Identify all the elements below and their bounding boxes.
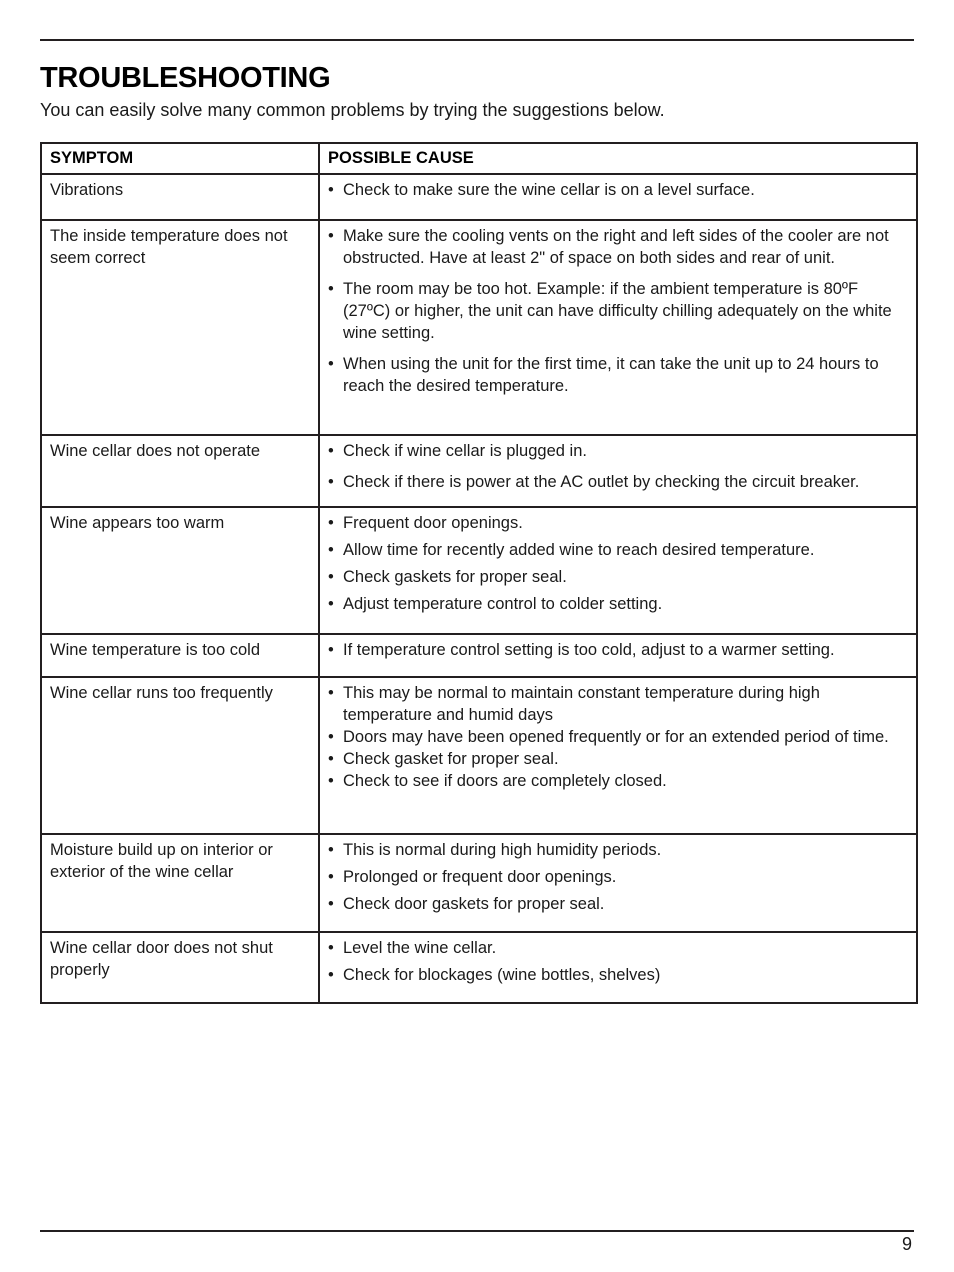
- symptom-cell: [41, 932, 319, 1003]
- page-title: TROUBLESHOOTING: [40, 62, 331, 94]
- cause-cell: [319, 677, 917, 834]
- column-header-possible-cause: POSSIBLE CAUSE: [319, 143, 917, 174]
- cause-cell: [319, 435, 917, 507]
- table-row: [41, 932, 917, 1003]
- symptom-cell: [41, 634, 319, 677]
- cause-cell: [319, 634, 917, 677]
- cause-cell: [319, 932, 917, 1003]
- symptom-text: Wine cellar runs too frequently: [50, 684, 273, 702]
- symptom-cell: [41, 507, 319, 634]
- cause-list: [328, 937, 908, 986]
- symptom-text: Wine appears too warm: [50, 514, 225, 532]
- cause-item: • Check door gaskets for proper seal.: [328, 893, 908, 915]
- cause-item: • Check gasket for proper seal.: [328, 748, 908, 770]
- table-row: [41, 220, 917, 435]
- cause-list: [328, 179, 908, 201]
- cause-cell: [319, 507, 917, 634]
- table-row: [41, 834, 917, 932]
- symptom-cell: [41, 220, 319, 435]
- symptom-text: Wine cellar door does not shut properly: [50, 939, 273, 979]
- cause-item: • This is normal during high humidity periods.: [328, 839, 908, 861]
- symptom-text: Moisture build up on interior or exterior of the wine cellar: [50, 841, 273, 881]
- table-row: [41, 634, 917, 677]
- symptom-cell: [41, 174, 319, 220]
- cause-list: [328, 639, 908, 661]
- cause-item: • The room may be too hot. Example: if the ambient temperature is 80ºF (27ºC) or higher, the unit can have difficulty chilling adequately on the white wine setting.: [328, 278, 908, 344]
- table-row: [41, 435, 917, 507]
- column-header-symptom: SYMPTOM: [41, 143, 319, 174]
- cause-item: • Doors may have been opened frequently or for an extended period of time.: [328, 726, 908, 748]
- cause-item: • Check if there is power at the AC outlet by checking the circuit breaker.: [328, 471, 908, 493]
- cause-list: [328, 682, 908, 792]
- troubleshooting-table: [40, 142, 918, 1004]
- cause-item: • This may be normal to maintain constant temperature during high temperature and humid days: [328, 682, 908, 726]
- page-number: 9: [901, 1234, 912, 1254]
- cause-cell: [319, 174, 917, 220]
- top-divider: [40, 39, 914, 41]
- bottom-divider: [40, 1230, 914, 1232]
- table-header-row: [41, 143, 917, 174]
- cause-item: • When using the unit for the first time, it can take the unit up to 24 hours to reach the desired temperature.: [328, 353, 908, 397]
- table-row: [41, 174, 917, 220]
- cause-cell: [319, 220, 917, 435]
- cause-item: • Check to make sure the wine cellar is on a level surface.: [328, 179, 908, 201]
- cause-cell: [319, 834, 917, 932]
- cause-item: • Make sure the cooling vents on the right and left sides of the cooler are not obstructed. Have at least 2" of space on both sides and rear of unit.: [328, 225, 908, 269]
- cause-list: [328, 440, 908, 493]
- cause-list: [328, 839, 908, 915]
- cause-item: • Check to see if doors are completely closed.: [328, 770, 908, 792]
- symptom-cell: [41, 677, 319, 834]
- cause-item: • Adjust temperature control to colder setting.: [328, 593, 908, 615]
- table-row: [41, 677, 917, 834]
- cause-list: [328, 225, 908, 397]
- symptom-text: Wine cellar does not operate: [50, 442, 261, 460]
- intro-text: You can easily solve many common problems by trying the suggestions below.: [40, 100, 665, 120]
- cause-item: • If temperature control setting is too cold, adjust to a warmer setting.: [328, 639, 908, 661]
- symptom-cell: [41, 834, 319, 932]
- cause-item: • Level the wine cellar.: [328, 937, 908, 959]
- symptom-text: Vibrations: [50, 181, 124, 199]
- cause-item: • Check gaskets for proper seal.: [328, 566, 908, 588]
- cause-item: • Check if wine cellar is plugged in.: [328, 440, 908, 462]
- symptom-text: The inside temperature does not seem correct: [50, 227, 288, 267]
- cause-item: • Check for blockages (wine bottles, shelves): [328, 964, 908, 986]
- cause-list: [328, 512, 908, 615]
- symptom-text: Wine temperature is too cold: [50, 641, 261, 659]
- symptom-cell: [41, 435, 319, 507]
- cause-item: • Frequent door openings.: [328, 512, 908, 534]
- cause-item: • Allow time for recently added wine to reach desired temperature.: [328, 539, 908, 561]
- table-row: [41, 507, 917, 634]
- cause-item: • Prolonged or frequent door openings.: [328, 866, 908, 888]
